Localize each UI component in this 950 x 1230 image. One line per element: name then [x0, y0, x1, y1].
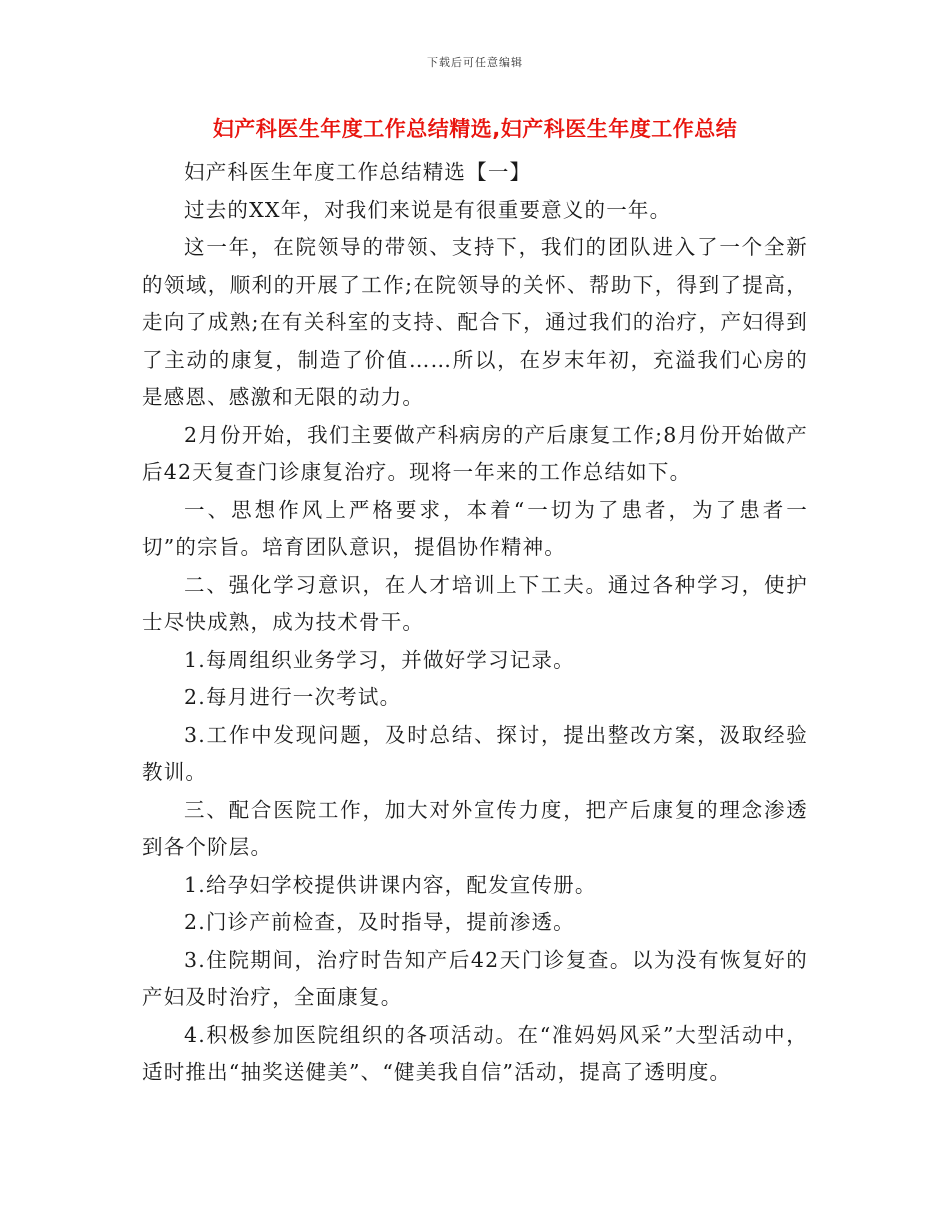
body-paragraph: 这一年，在院领导的带领、支持下，我们的团队进入了一个全新的领域，顺利的开展了工作;在院领导的关怀、帮助下，得到了提高，走向了成熟;在有关科室的支持、配合下，通过我们的治疗，产妇得到了主动的康复，制造了价值……所以，在岁末年初，充溢我们心房的是感恩、感激和无限的动力。	[142, 235, 808, 409]
document-body	[142, 154, 808, 1092]
body-paragraph: 2月份开始，我们主要做产科病房的产后康复工作;8月份开始做产后42天复查门诊康复治疗。现将一年来的工作总结如下。	[142, 422, 808, 484]
body-paragraph: 三、配合医院工作，加大对外宣传力度，把产后康复的理念渗透到各个阶层。	[142, 797, 808, 859]
body-paragraph: 过去的XX年，对我们来说是有很重要意义的一年。	[184, 197, 672, 222]
header-note: 下载后可任意编辑	[427, 56, 523, 69]
body-paragraph: 一、思想作风上严格要求，本着“一切为了患者，为了患者一切”的宗旨。培育团队意识，提倡协作精神。	[142, 497, 808, 559]
list-item: 3.工作中发现问题，及时总结、探讨，提出整改方案，汲取经验教训。	[142, 722, 808, 784]
list-item: 1.给孕妇学校提供讲课内容，配发宣传册。	[184, 872, 597, 897]
document-title: 妇产科医生年度工作总结精选,妇产科医生年度工作总结	[212, 117, 738, 141]
list-item: 3.住院期间，治疗时告知产后42天门诊复查。以为没有恢复好的产妇及时治疗，全面康复。	[142, 947, 808, 1009]
section-heading: 妇产科医生年度工作总结精选【一】	[184, 160, 532, 184]
list-item: 2.每月进行一次考试。	[184, 685, 402, 709]
list-item: 4.积极参加医院组织的各项活动。在“准妈妈风采”大型活动中，适时推出“抽奖送健美”、“健美我自信”活动，提高了透明度。	[142, 1022, 808, 1084]
body-paragraph: 二、强化学习意识，在人才培训上下工夫。通过各种学习，使护士尽快成熟，成为技术骨干。	[142, 572, 808, 634]
list-item: 2.门诊产前检查，及时指导，提前渗透。	[184, 910, 575, 934]
list-item: 1.每周组织业务学习，并做好学习记录。	[184, 647, 575, 672]
